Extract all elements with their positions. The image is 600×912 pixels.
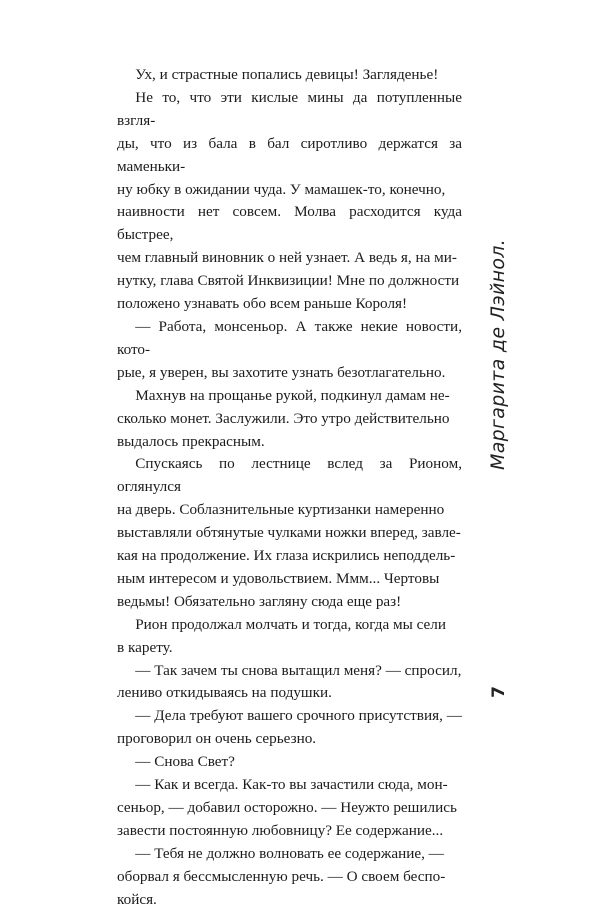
running-title: Маргарита де Лэйнол. — [487, 238, 509, 470]
body-text — [117, 64, 462, 912]
paragraph-8: — Дела требуют вашего срочного присутствия, — проговорил он очень серьезно. — [117, 707, 462, 748]
paragraph-1: Ух, и страстные попались девицы! Загляденье! — [135, 66, 439, 83]
paragraph-4: Махнув на прощанье рукой, подкинул дамам не- сколько монет. Заслужили. Это утро действительно выдалось прекрасным. — [117, 386, 450, 450]
paragraph-7: — Так зачем ты снова вытащил меня? — спросил, лениво откидываясь на подушки. — [117, 661, 462, 702]
paragraph-2: Не то, что эти кислые мины да потупленные взгля- ды, что из бала в бал сиротливо держатся за маменьки- ну юбку в ожидании чуда. У мамашек-то, конечно, наивности нет совсем. Молва расходится куда быстрее, чем главный виновник о ней узнает. А ведь я, на ми- нутку, глава Святой Инквизиции! Мне по должности положено узнавать обо всем раньше Короля! — [117, 88, 462, 313]
paragraph-9: — Снова Свет? — [135, 753, 235, 771]
paragraph-5: Спускаясь по лестнице вслед за Рионом, оглянулся на дверь. Соблазнительные куртизанки намеренно выставляли обтянутые чулками ножки вперед, завле- кая на продолжение. Их глаза искрились неподдель- ным интересом и удовольствием. Ммм... Чертовы ведьмы! Обязательно загляну сюда еще раз! — [117, 455, 462, 610]
paragraph-3: — Работа, монсеньор. А также некие новости, кото- рые, я уверен, вы захотите узнать безотлагательно. — [117, 317, 462, 381]
paragraph-6: Рион продолжал молчать и тогда, когда мы сели в карету. — [117, 615, 446, 656]
paragraph-11: — Тебя не должно волновать ее содержание, — оборвал я бессмысленную речь. — О своем беспо- койся. — [117, 844, 446, 908]
paragraph-10: — Как и всегда. Как-то вы зачастили сюда, мон- сеньор, — добавил осторожно. — Неужто решились завести постоянную любовницу? Ее содержание... — [117, 776, 457, 839]
page-number: 7 — [489, 686, 509, 698]
